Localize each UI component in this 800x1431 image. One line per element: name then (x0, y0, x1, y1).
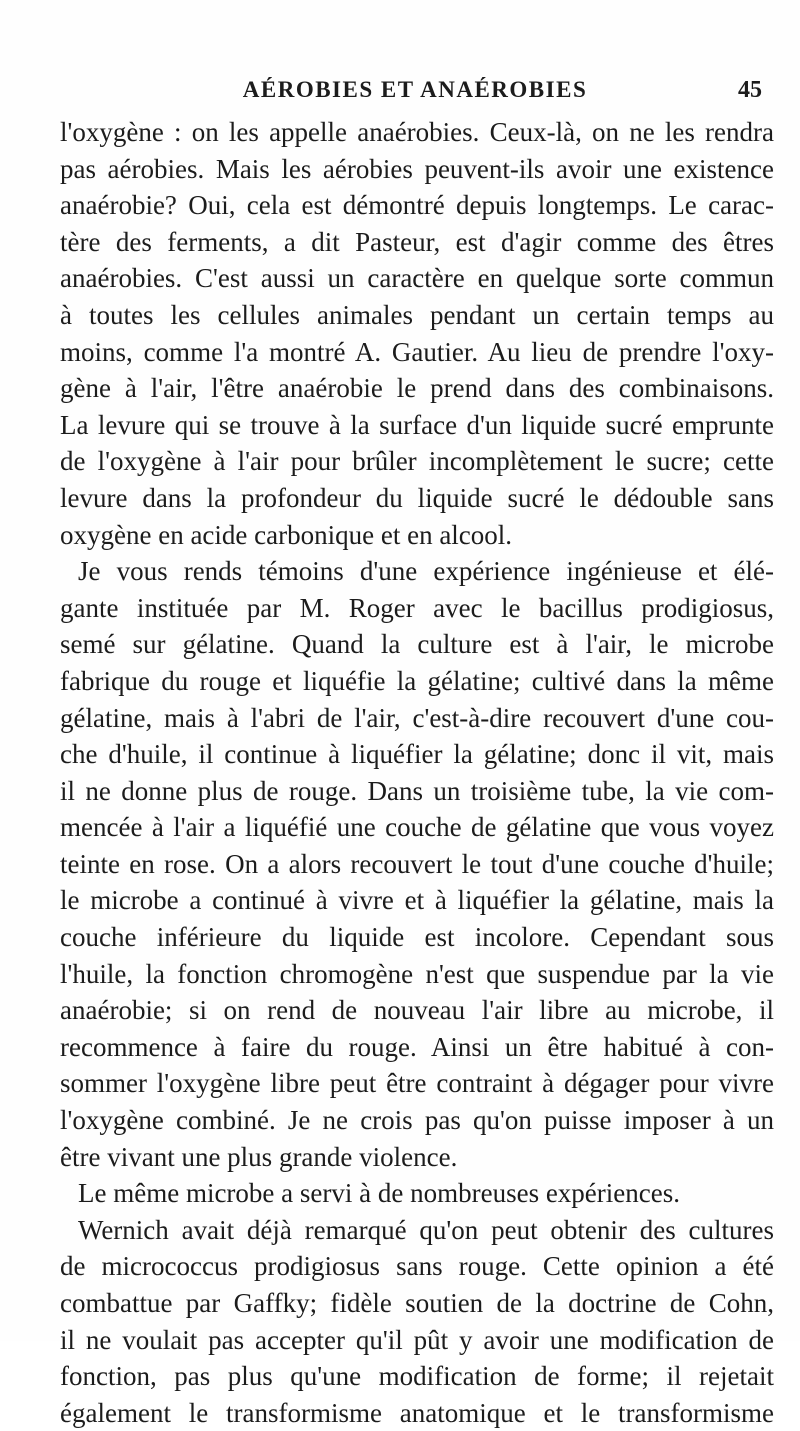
paragraph-line: Le même microbe a servi à de nombreuses expériences. (78, 1178, 680, 1209)
text-line: combattue par Gaffky; fidèle soutien de la doctrine de Cohn, (60, 1288, 774, 1318)
text-line: il ne voulait pas accepter qu'il pût y avoir une modification de (60, 1324, 774, 1355)
text-line: de micrococcus prodigiosus sans rouge. Cette opinion a été (60, 1251, 774, 1282)
text-line: teinte en rose. On a alors recouvert le tout d'une couche d'huile; (60, 848, 774, 879)
text-line: anaérobie? Oui, cela est démontré depuis longtemps. Le carac- (60, 190, 774, 221)
text-line: à toutes les cellules animales pendant un certain temps au (60, 299, 774, 330)
text-line: également le transformisme anatomique et le transformisme (60, 1397, 774, 1428)
text-line: che d'huile, il continue à liquéfier la gélatine; donc il vit, mais (60, 739, 774, 770)
text-line: il ne donne plus de rouge. Dans un troisième tube, la vie com- (60, 775, 774, 806)
text-line: gène à l'air, l'être anaérobie le prend dans des combinaisons. (60, 373, 774, 404)
text-line: sommer l'oxygène libre peut être contraint à dégager pour vivre (60, 1068, 774, 1099)
text-line: fabrique du rouge et liquéfie la gélatine; cultivé dans la même (60, 665, 774, 696)
body-text (60, 114, 774, 1431)
text-line: de l'oxygène à l'air pour brûler incomplètement le sucre; cette (60, 446, 774, 477)
text-line: pas aérobies. Mais les aérobies peuvent-ils avoir une existence (60, 153, 774, 184)
text-line: fonction, pas plus qu'une modification de forme; il rejetait (60, 1361, 774, 1392)
text-line: mencée à l'air a liquéfié une couche de gélatine que vous voyez (60, 812, 774, 843)
text-line: l'oxygène : on les appelle anaérobies. Ceux-là, on ne les rendra (60, 117, 774, 147)
text-line: gante instituée par M. Roger avec le bacillus prodigiosus, (60, 592, 774, 623)
text-line: couche inférieure du liquide est incolore. Cependant sous (60, 922, 774, 953)
text-line: gélatine, mais à l'abri de l'air, c'est-à-dire recouvert d'une cou- (60, 702, 774, 733)
page-number: 45 (738, 77, 762, 103)
text-line: levure dans la profondeur du liquide sucré le dédouble sans (60, 482, 774, 513)
paragraph-start-line: Wernich avait déjà remarqué qu'on peut obtenir des cultures (78, 1214, 774, 1245)
paragraph-end-line: oxygène en acide carbonique et en alcool. (60, 519, 513, 550)
text-line: anaérobie; si on rend de nouveau l'air libre au microbe, il (60, 995, 774, 1026)
text-line: recommence à faire du rouge. Ainsi un être habitué à con- (60, 1031, 774, 1062)
running-title: AÉROBIES ET ANAÉROBIES (242, 77, 588, 102)
text-line: tère des ferments, a dit Pasteur, est d'agir comme des êtres (60, 226, 774, 257)
text-line: l'oxygène combiné. Je ne crois pas qu'on puisse imposer à un (60, 1105, 774, 1136)
text-line: semé sur gélatine. Quand la culture est à l'air, le microbe (60, 629, 774, 660)
text-line: le microbe a continué à vivre et à liquéfier la gélatine, mais la (60, 885, 774, 916)
running-header (60, 77, 770, 111)
text-line: La levure qui se trouve à la surface d'un liquide sucré emprunte (60, 409, 774, 440)
text-line: anaérobies. C'est aussi un caractère en quelque sorte commun (60, 263, 774, 294)
text-line: l'huile, la fonction chromogène n'est que suspendue par la vie (60, 958, 774, 989)
text-line: moins, comme l'a montré A. Gautier. Au lieu de prendre l'oxy- (60, 336, 774, 367)
paragraph-end-line: être vivant une plus grande violence. (60, 1141, 458, 1172)
paragraph-start-line: Je vous rends témoins d'une expérience ingénieuse et élé- (78, 556, 774, 587)
